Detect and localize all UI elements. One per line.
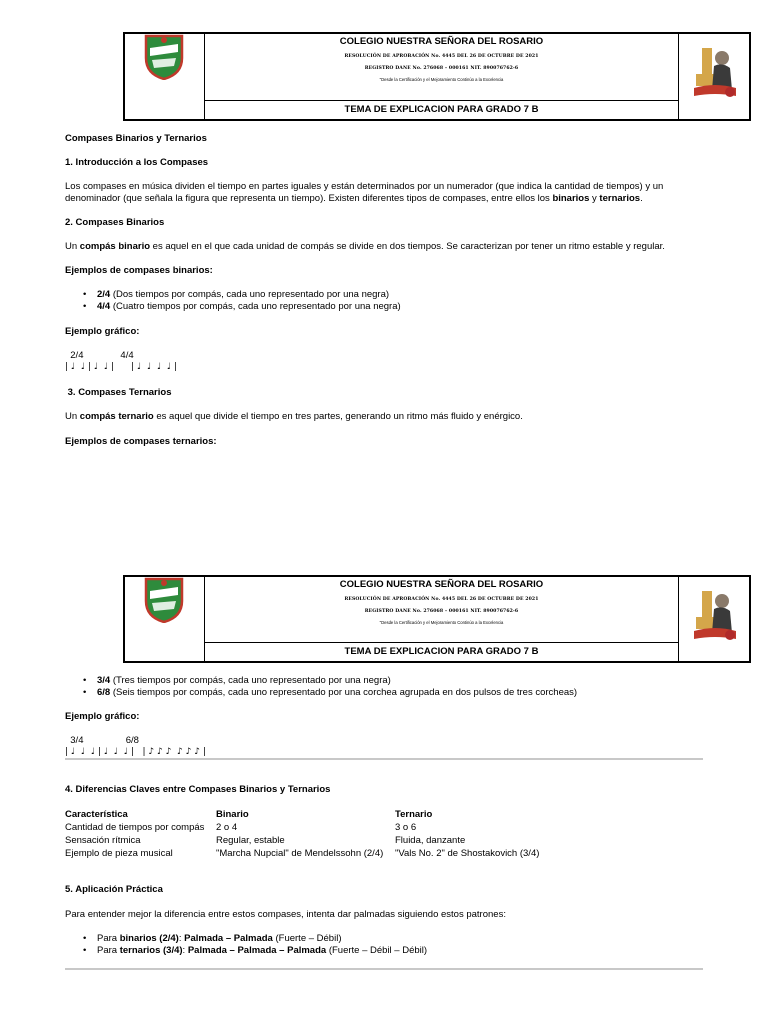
list-item: • 4/4 (Cuatro tiempos por compás, cada uno representado por una negra): [83, 301, 401, 313]
ternary-examples-heading: Ejemplos de compases ternarios:: [65, 436, 217, 447]
section-1-heading: 1. Introducción a los Compases: [65, 157, 209, 168]
logo-cell: [125, 34, 205, 119]
anniversary-mascot-icon: [692, 44, 738, 102]
keyword-binarios: binarios: [552, 192, 590, 204]
subject-title: TEMA DE EXPLICACION PARA GRADO 7 B: [205, 642, 678, 661]
section-1-line-1: Los compases en música dividen el tiempo en partes iguales y están determinados por un numerador (que indica la cantidad de tiempos) y un: [65, 181, 664, 192]
graphic-example-heading-1: Ejemplo gráfico:: [65, 326, 140, 337]
table-cell: "Marcha Nupcial" de Mendelssohn (2/4): [216, 848, 384, 859]
list-item: • 6/8 (Seis tiempos por compás, cada uno representado por una corchea agrupada en dos pulsos de tres corcheas): [83, 687, 577, 699]
table-header: Característica: [65, 809, 128, 820]
table-cell: Regular, estable: [216, 835, 285, 846]
registry-line: REGISTRO DANE No. 276068 – 000161 NIT. 890076762-6: [364, 608, 519, 614]
logo-cell: [125, 577, 205, 661]
section-1-paragraph: [65, 181, 715, 205]
motto-line: "Desde la Certificación y el Mejoramiento Continúo a la Excelencia: [379, 620, 504, 626]
table-row: [65, 848, 539, 861]
letterhead-top: [123, 32, 751, 121]
section-4-heading: 4. Diferencias Claves entre Compases Binarios y Ternarios: [65, 784, 331, 795]
binary-examples-heading: Ejemplos de compases binarios:: [65, 265, 213, 276]
school-shield-icon: [144, 34, 184, 80]
anniversary-mascot-icon: [692, 587, 738, 645]
school-name: COLEGIO NUESTRA SEÑORA DEL ROSARIO: [339, 579, 544, 590]
mascot-cell: [679, 577, 749, 661]
list-item: • Para binarios (2/4): Palmada – Palmada (Fuerte – Débil): [83, 933, 427, 945]
graphic-1-notes: | ♩ ♩ | ♩ ♩ | | ♩ ♩ ♩ ♩ |: [65, 362, 178, 372]
comparison-table: [65, 809, 539, 861]
ternary-examples-list: [83, 675, 577, 699]
table-row: [65, 835, 539, 848]
motto-line: "Desde la Certificación y el Mejoramiento Continúo a la Excelencia: [379, 77, 504, 83]
graphic-1-labels: 2/4 4/4: [65, 350, 134, 361]
resolution-line: RESOLUCIÓN DE APROBACIÓN No. 4445 DEL 26 DE OCTUBRE DE 2021: [344, 596, 539, 602]
document-title: Compases Binarios y Ternarios: [65, 133, 207, 144]
list-item: • 3/4 (Tres tiempos por compás, cada uno representado por una negra): [83, 675, 577, 687]
section-2-heading: 2. Compases Binarios: [65, 217, 165, 228]
section-3-paragraph: Un compás ternario es aquel que divide el tiempo en tres partes, generando un ritmo más fluido y enérgico.: [65, 411, 523, 422]
letterhead-center: [205, 34, 679, 119]
table-cell: Ejemplo de pieza musical: [65, 848, 173, 859]
table-cell: Cantidad de tiempos por compás: [65, 822, 205, 833]
section-1-line-2: denominador (que señala la figura que representa un tiempo). Existen diferentes tipos de compases, entre ellos los binarios y ternarios.: [65, 192, 643, 204]
graphic-example-heading-2: Ejemplo gráfico:: [65, 711, 140, 722]
graphic-2-notes: | ♩ ♩ ♩ | ♩ ♩ ♩ | | ♪ ♪ ♪ ♪ ♪ ♪ |: [65, 747, 206, 757]
subject-title: TEMA DE EXPLICACION PARA GRADO 7 B: [205, 100, 678, 119]
table-cell: 2 o 4: [216, 822, 238, 833]
graphic-2-labels: 3/4 6/8: [65, 735, 139, 746]
table-header: Binario: [216, 809, 249, 820]
section-5-heading: 5. Aplicación Práctica: [65, 884, 163, 895]
letterhead-page-2: [123, 575, 751, 663]
table-cell: Sensación rítmica: [65, 835, 141, 846]
school-shield-icon: [144, 577, 184, 623]
divider: [65, 968, 703, 970]
table-cell: Fluida, danzante: [395, 835, 466, 846]
list-item: • Para ternarios (3/4): Palmada – Palmada – Palmada (Fuerte – Débil – Débil): [83, 945, 427, 957]
table-cell: "Vals No. 2" de Shostakovich (3/4): [395, 848, 540, 859]
binary-examples-list: [83, 289, 401, 313]
section-5-paragraph: Para entender mejor la diferencia entre estos compases, intenta dar palmadas siguiendo estos patrones:: [65, 909, 506, 920]
section-3-heading: 3. Compases Ternarios: [65, 387, 172, 398]
school-name: COLEGIO NUESTRA SEÑORA DEL ROSARIO: [339, 36, 544, 47]
divider: [65, 758, 703, 760]
table-header-row: [65, 809, 539, 822]
resolution-line: RESOLUCIÓN DE APROBACIÓN No. 4445 DEL 26 DE OCTUBRE DE 2021: [344, 53, 539, 59]
table-cell: 3 o 6: [395, 822, 417, 833]
table-row: [65, 822, 539, 835]
table-header: Ternario: [395, 809, 433, 820]
keyword-ternarios: ternarios: [599, 192, 641, 204]
registry-line: REGISTRO DANE No. 276068 – 000161 NIT. 890076762-6: [364, 65, 519, 71]
practice-list: [83, 933, 427, 957]
section-2-paragraph: Un compás binario es aquel en el que cada unidad de compás se divide en dos tiempos. Se caracterizan por tener un ritmo estable y regular.: [65, 241, 665, 252]
mascot-cell: [679, 34, 749, 119]
list-item: • 2/4 (Dos tiempos por compás, cada uno representado por una negra): [83, 289, 401, 301]
letterhead-center: [205, 577, 679, 661]
